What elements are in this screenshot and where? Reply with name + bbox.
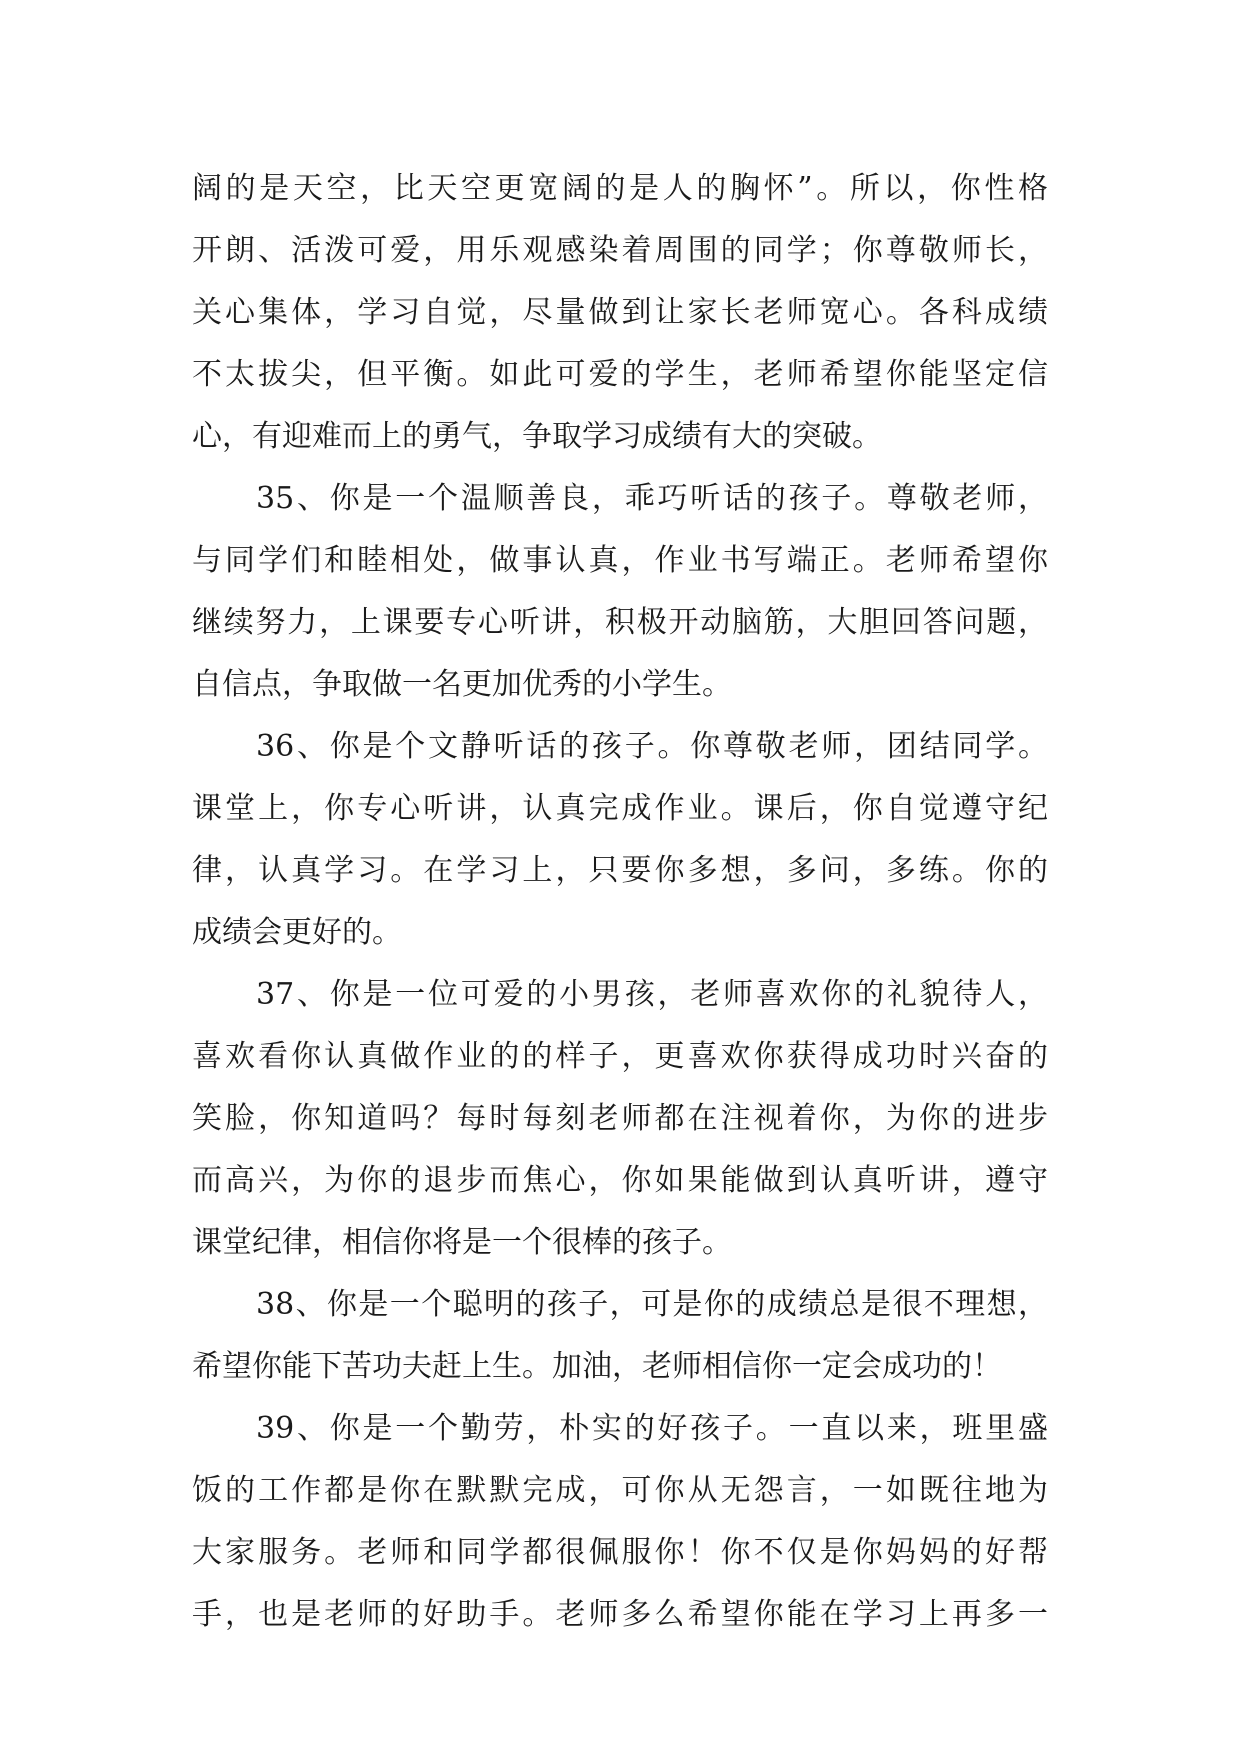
text-line: 继续努力，上课要专心听讲，积极开动脑筋，大胆回答问题， — [192, 605, 1048, 640]
text-line: 自信点，争取做一名更加优秀的小学生。 — [192, 667, 732, 702]
text-line: 课堂上，你专心听讲，认真完成作业。课后，你自觉遵守纪 — [192, 791, 1048, 826]
text-line: 手，也是老师的好助手。老师多么希望你能在学习上再多一 — [192, 1597, 1048, 1632]
text-line: 课堂纪律，相信你将是一个很棒的孩子。 — [192, 1225, 732, 1260]
text-line: 饭的工作都是你在默默完成，可你从无怨言，一如既往地为 — [192, 1473, 1048, 1508]
text-line: 喜欢看你认真做作业的的样子，更喜欢你获得成功时兴奋的 — [192, 1039, 1048, 1074]
text-line: 希望你能下苦功夫赶上生。加油，老师相信你一定会成功的！ — [192, 1349, 1002, 1384]
text-line: 37、你是一位可爱的小男孩，老师喜欢你的礼貌待人， — [256, 977, 1048, 1012]
text-line: 与同学们和睦相处，做事认真，作业书写端正。老师希望你 — [192, 543, 1048, 578]
text-line: 39、你是一个勤劳，朴实的好孩子。一直以来，班里盛 — [256, 1411, 1048, 1446]
text-line: 35、你是一个温顺善良，乖巧听话的孩子。尊敬老师， — [256, 481, 1048, 516]
document-body — [192, 158, 1048, 1646]
text-line: 成绩会更好的。 — [192, 915, 402, 950]
text-line: 而高兴，为你的退步而焦心，你如果能做到认真听讲，遵守 — [192, 1163, 1048, 1198]
text-line: 阔的是天空，比天空更宽阔的是人的胸怀”。所以，你性格 — [192, 171, 1048, 206]
text-line: 关心集体，学习自觉，尽量做到让家长老师宽心。各科成绩 — [192, 295, 1048, 330]
text-line: 不太拔尖，但平衡。如此可爱的学生，老师希望你能坚定信 — [192, 357, 1048, 392]
text-line: 心，有迎难而上的勇气，争取学习成绩有大的突破。 — [192, 419, 882, 454]
text-line: 笑脸，你知道吗？每时每刻老师都在注视着你，为你的进步 — [192, 1101, 1048, 1136]
text-line: 律，认真学习。在学习上，只要你多想，多问，多练。你的 — [192, 853, 1048, 888]
text-line: 38、你是一个聪明的孩子，可是你的成绩总是很不理想， — [256, 1287, 1048, 1322]
text-line: 大家服务。老师和同学都很佩服你！你不仅是你妈妈的好帮 — [192, 1535, 1048, 1570]
text-line: 36、你是个文静听话的孩子。你尊敬老师，团结同学。 — [256, 729, 1048, 764]
text-line: 开朗、活泼可爱，用乐观感染着周围的同学；你尊敬师长， — [192, 233, 1048, 268]
